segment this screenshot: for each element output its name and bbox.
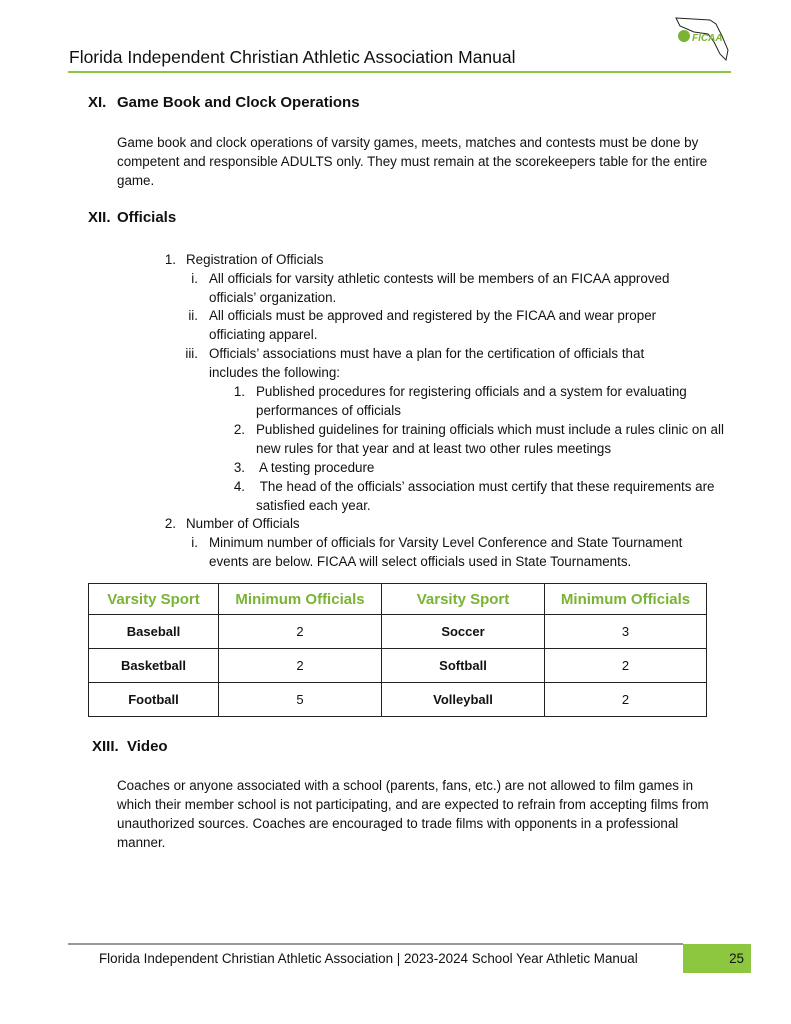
table-row bbox=[89, 649, 707, 683]
list-number: iii. bbox=[185, 346, 198, 361]
sport-cell: Baseball bbox=[89, 615, 219, 649]
page-number: 25 bbox=[683, 944, 751, 973]
list-item: All officials must be approved and registered by the FICAA and wear proper officiating apparel. bbox=[209, 308, 657, 342]
count-cell: 2 bbox=[219, 649, 382, 683]
sport-cell: Softball bbox=[382, 649, 545, 683]
list-item: Published guidelines for training officials which must include a rules clinic on all new rules for that year and at least two other rules meetings bbox=[256, 422, 724, 456]
section-xiii-title: Video bbox=[127, 738, 168, 755]
count-cell: 2 bbox=[219, 615, 382, 649]
list-number: ii. bbox=[188, 308, 198, 323]
list-item: Registration of Officials bbox=[186, 252, 324, 267]
list-item: Published procedures for registering officials and a system for evaluating performances of officials bbox=[256, 384, 687, 418]
list-number: 1. bbox=[164, 252, 176, 267]
list-number: 2. bbox=[164, 516, 176, 531]
list-item: All officials for varsity athletic contests will be members of an FICAA approved officials’ organization. bbox=[209, 271, 670, 305]
table-row bbox=[89, 615, 707, 649]
count-cell: 3 bbox=[545, 615, 707, 649]
column-header: Varsity Sport bbox=[89, 584, 219, 615]
table-row bbox=[89, 683, 707, 717]
sport-cell: Volleyball bbox=[382, 683, 545, 717]
section-xi-title: Game Book and Clock Operations bbox=[117, 94, 360, 111]
footer-rule bbox=[68, 943, 683, 945]
section-xii-title: Officials bbox=[117, 209, 177, 226]
header-title: Florida Independent Christian Athletic Association Manual bbox=[69, 47, 516, 67]
count-cell: 5 bbox=[219, 683, 382, 717]
column-header: Minimum Officials bbox=[545, 584, 707, 615]
column-header: Varsity Sport bbox=[382, 584, 545, 615]
header-rule bbox=[68, 71, 731, 73]
list-number: 2. bbox=[233, 422, 245, 437]
column-header: Minimum Officials bbox=[219, 584, 382, 615]
count-cell: 2 bbox=[545, 649, 707, 683]
ficaa-logo bbox=[672, 14, 734, 62]
sport-cell: Basketball bbox=[89, 649, 219, 683]
list-item: A testing procedure bbox=[256, 460, 375, 475]
count-cell: 2 bbox=[545, 683, 707, 717]
sport-cell: Football bbox=[89, 683, 219, 717]
table-header-row bbox=[89, 584, 707, 615]
list-item: Number of Officials bbox=[186, 516, 300, 531]
officials-table bbox=[88, 583, 707, 717]
list-item: Officials’ associations must have a plan for the certification of officials that includes the following: bbox=[209, 346, 645, 380]
section-xi-number: XI. bbox=[88, 94, 107, 111]
list-number: 4. bbox=[233, 479, 245, 494]
list-number: i. bbox=[191, 535, 198, 550]
svg-text:FICAA: FICAA bbox=[692, 33, 723, 44]
footer-text: Florida Independent Christian Athletic Association | 2023-2024 School Year Athletic Manual bbox=[99, 951, 638, 966]
section-xi-body: Game book and clock operations of varsity games, meets, matches and contests must be done by competent and responsible ADULTS only. They must remain at the scorekeepers table for the entire game. bbox=[117, 135, 708, 188]
section-xii-number: XII. bbox=[88, 209, 111, 226]
list-number: 3. bbox=[233, 460, 245, 475]
list-number: 1. bbox=[233, 384, 245, 399]
list-number: i. bbox=[191, 271, 198, 286]
section-xiii-body: Coaches or anyone associated with a school (parents, fans, etc.) are not allowed to film games in which their member school is not participating, and are expected to refrain from accepting films from unauthorized sources. Coaches are encouraged to trade films with opponents in a professional manner. bbox=[117, 778, 709, 850]
list-item: The head of the officials’ association must certify that these requirements are satisfied each year. bbox=[256, 479, 719, 513]
section-xiii-number: XIII. bbox=[92, 738, 119, 755]
sport-cell: Soccer bbox=[382, 615, 545, 649]
list-item: Minimum number of officials for Varsity Level Conference and State Tournament events are below. FICAA will select officials used in State Tournaments. bbox=[209, 535, 683, 569]
